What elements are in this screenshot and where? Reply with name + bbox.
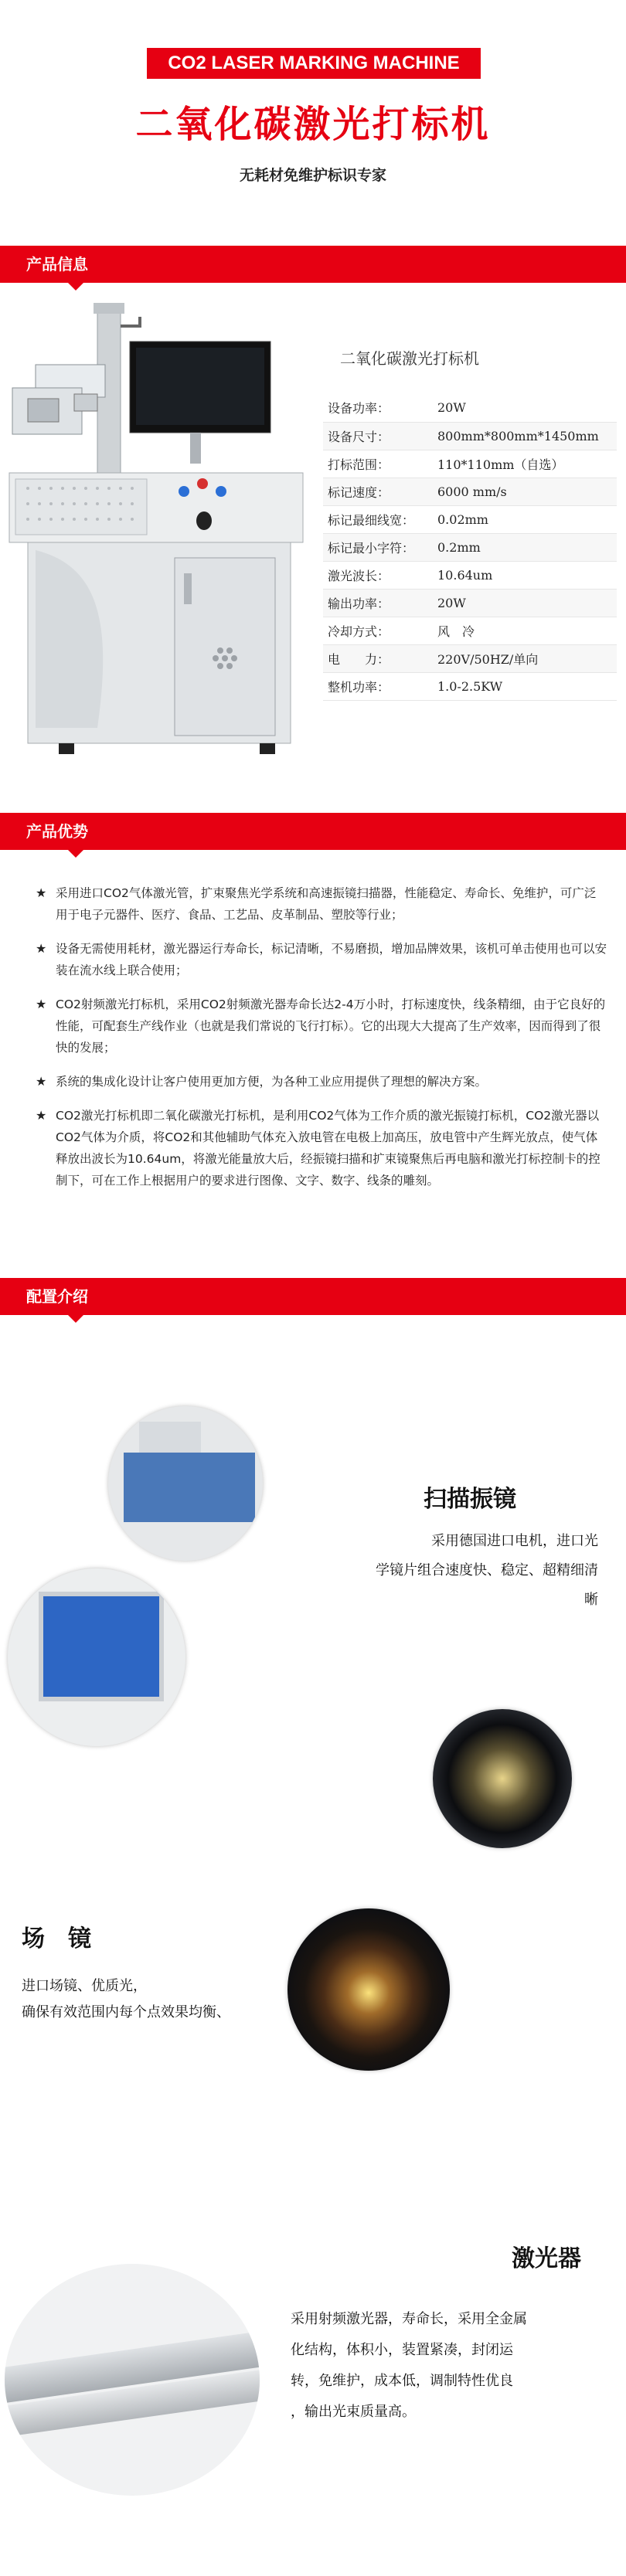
spec-row <box>323 450 617 477</box>
blue-button <box>179 486 189 497</box>
advantages-list <box>36 882 607 1204</box>
spec-label: 标记最小字符： <box>323 533 433 561</box>
spec-label: 标记速度： <box>323 477 433 505</box>
field-lens-desc <box>22 1973 230 2026</box>
spec-row <box>323 617 617 644</box>
spec-row <box>323 589 617 617</box>
spec-row <box>323 533 617 561</box>
spec-label: 打标范围： <box>323 450 433 477</box>
spec-row <box>323 644 617 672</box>
section-bar-advantages <box>0 813 626 850</box>
spec-label: 输出功率： <box>323 589 433 617</box>
lens-image <box>433 1709 572 1848</box>
advantage-text: CO2射频激光打标机，采用CO2射频激光器寿命长达2-4万小时，打标速度快，线条精细，由于它良好的性能，可配套生产线作业（也就是我们常说的飞行打标）。它的出现大大提高了生产效率，因而得到了很快的发展； <box>56 997 606 1055</box>
page-title: 二氧化碳激光打标机 <box>135 103 491 146</box>
spec-label: 冷却方式： <box>323 617 433 644</box>
spec-value: 6000 mm/s <box>433 477 617 505</box>
laser-desc-line: 采用射频激光器，寿命长，采用全金属 <box>291 2311 527 2327</box>
scan-galvo-title: 扫描振镜 <box>424 1486 516 1513</box>
spec-value: 0.02mm <box>433 505 617 533</box>
spec-value: 风 冷 <box>433 617 617 644</box>
spec-value: 1.0-2.5KW <box>433 672 617 700</box>
machine-image <box>5 295 314 774</box>
advantage-item <box>36 994 607 1059</box>
section-notch <box>68 850 83 858</box>
spec-label: 设备尺寸： <box>323 422 433 450</box>
page-subtitle: 无耗材免维护标识专家 <box>239 167 386 184</box>
spec-table <box>323 394 617 701</box>
star-icon: ★ <box>36 1108 47 1123</box>
advantage-item <box>36 1071 607 1093</box>
laser-desc-line: 转，免维护，成本低，调制特性优良 <box>291 2373 513 2389</box>
laser-desc <box>291 2304 527 2428</box>
blue-button-2 <box>216 486 226 497</box>
galvo-image <box>108 1406 263 1561</box>
spec-label: 标记最细线宽： <box>323 505 433 533</box>
advantage-item <box>36 1105 607 1191</box>
laser-desc-line: 化结构，体积小，装置紧凑，封闭运 <box>291 2342 513 2358</box>
scan-galvo-desc <box>366 1527 598 1615</box>
spec-row <box>323 477 617 505</box>
top-banner: CO2 LASER MARKING MACHINE <box>147 48 481 79</box>
advantage-item <box>36 882 607 926</box>
advantage-text: CO2激光打标机即二氧化碳激光打标机，是利用CO2气体为工作介质的激光振镜打标机，CO2激光器以CO2气体为介质，将CO2和其他辅助气体充入放电管在电极上加高压，放电管中产生辉光放点，使气体释放出波长为10.64um，将激光能量放大后，经振镜扫描和扩束镜聚焦后再电脑和激光打标控制卡的控制下，可在工作上根据用户的要求进行图像、文字、数字、线条的雕刻。 <box>56 1109 600 1188</box>
advantage-text: 设备无需使用耗材，激光器运行寿命长，标记清晰，不易磨损，增加品牌效果，该机可单击使用也可以安装在流水线上联合使用； <box>56 942 607 977</box>
advantage-text: 系统的集成化设计让客户使用更加方便，为各种工业应用提供了理想的解决方案。 <box>56 1075 488 1089</box>
spec-label: 整机功率： <box>323 672 433 700</box>
spec-row <box>323 505 617 533</box>
scan-desc-line: 学镜片组合速度快、稳定、超精细清晰 <box>376 1562 598 1608</box>
section-title-config: 配置介绍 <box>26 1287 88 1306</box>
spec-value: 220V/50HZ/单向 <box>433 644 617 672</box>
laser-desc-line: ，输出光束质量高。 <box>291 2404 416 2420</box>
spec-value: 800mm*800mm*1450mm <box>433 422 617 450</box>
section-bar-info <box>0 246 626 283</box>
section-bar-config <box>0 1278 626 1315</box>
section-notch <box>68 1315 83 1323</box>
spec-value: 110*110mm（自选） <box>433 450 617 477</box>
spec-label: 电 力： <box>323 644 433 672</box>
star-icon: ★ <box>36 941 47 956</box>
laser-title: 激光器 <box>512 2245 581 2272</box>
field-lens-title: 场 镜 <box>22 1925 91 1952</box>
crank-handle <box>121 317 140 326</box>
scan-desc-line: 采用德国进口电机，进口光 <box>431 1533 598 1549</box>
laser-tube-image <box>5 2264 260 2496</box>
advantage-text: 采用进口CO2气体激光管，扩束聚焦光学系统和高速振镜扫描器，性能稳定、寿命长、免维护，可广泛用于电子元器件、医疗、食品、工艺品、皮革制品、塑胶等行业； <box>56 886 597 922</box>
section-title-info: 产品信息 <box>26 255 88 274</box>
spec-label: 设备功率： <box>323 394 433 422</box>
spec-row <box>323 561 617 589</box>
star-icon: ★ <box>36 997 47 1011</box>
red-button <box>197 478 208 489</box>
field-desc-line: 确保有效范围内每个点效果均衡、 <box>22 2004 230 2020</box>
section-notch <box>68 283 83 291</box>
star-icon: ★ <box>36 1074 47 1089</box>
spec-value: 0.2mm <box>433 533 617 561</box>
spec-row <box>323 422 617 450</box>
spec-value: 10.64um <box>433 561 617 589</box>
field-desc-line: 进口场镜、优质光， <box>22 1978 147 1994</box>
spec-title: 二氧化碳激光打标机 <box>340 349 479 368</box>
spec-row <box>323 672 617 700</box>
star-icon: ★ <box>36 885 47 900</box>
spec-row <box>323 394 617 422</box>
mouse <box>196 511 212 530</box>
spec-value: 20W <box>433 394 617 422</box>
section-title-advantages: 产品优势 <box>26 822 88 841</box>
spec-value: 20W <box>433 589 617 617</box>
spec-label: 激光波长： <box>323 561 433 589</box>
field-lens-image <box>287 1908 450 2071</box>
advantage-item <box>36 938 607 981</box>
galvo-mount-image <box>8 1568 185 1746</box>
